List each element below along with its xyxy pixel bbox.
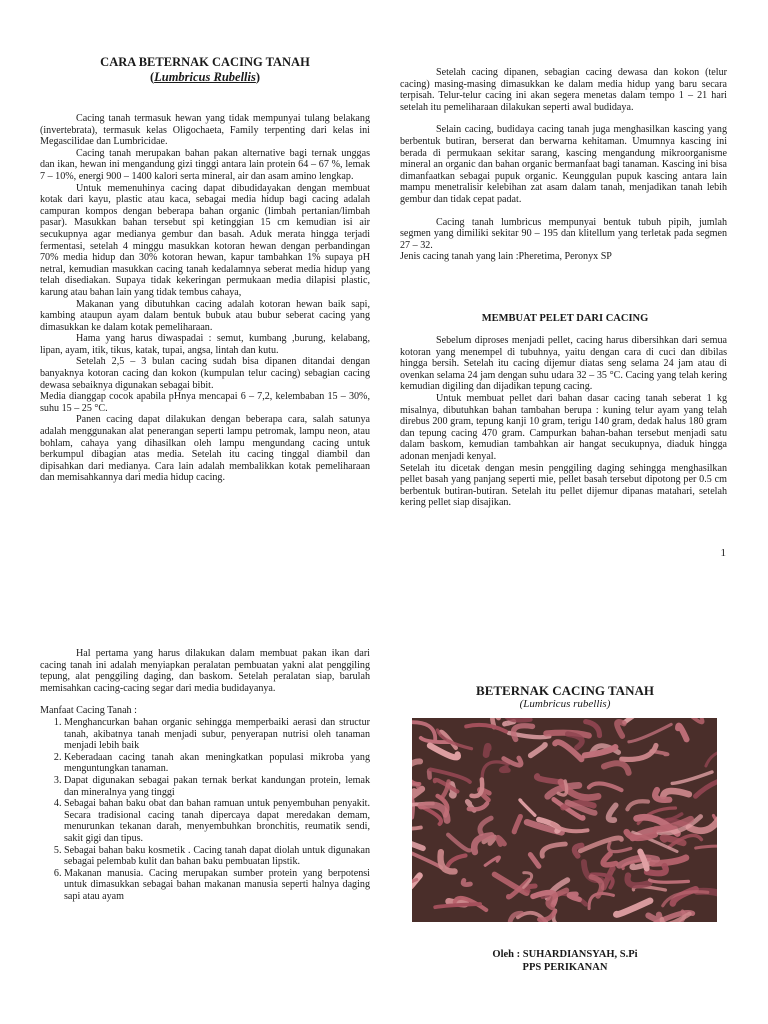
section-heading: MEMBUAT PELET DARI CACING (481, 313, 649, 324)
earthworm-image (412, 718, 717, 922)
cover-subtitle: (Lumbricus rubellis) (519, 698, 611, 710)
earthworm-photo (412, 718, 717, 922)
affiliation: PPS PERIKANAN (522, 962, 608, 973)
paragraph: Selain cacing, budidaya cacing tanah juga menghasilkan kascing yang berbentuk butiran, berserat dan berwarna kehitaman. Umumnya kascing ini berada di permukaan sekitar sarang, kascing mengandung mikroorganisme mineral an organic dan bahan organic bermanfaat bagi tanaman. Kascing ini bisa dimanfaatkan sebagai pupuk organic. Keunggulan pupuk kascing antara lain mampu menetralisir kelebihan zat asam dalam tanah, menjadikan tanah lebih gembur dan tidak cepat padat. (400, 124, 727, 205)
paragraph: Panen cacing dapat dilakukan dengan beberapa cara, salah satunya adalah menggunakan alat penerangan seperti lampu petromak, lampu neon, atau bohlam, cahaya yang dihasilkan oleh lampu mengundang cacing untuk berkumpul dibagian atas media. Setelah itu cacing tinggal diambil dan dipisahkan dari medianya. Cara lain adalah membalikkan kotak pemeliharaan dan memisahkannya dari media hidup cacing. (40, 414, 370, 484)
paragraph: Jenis cacing tanah yang lain :Pheretima, Peronyx SP (400, 251, 612, 263)
benefit-list (40, 717, 370, 903)
author-name: Oleh : SUHARDIANSYAH, S.Pi (492, 949, 638, 960)
list-item: 2. Keberadaan cacing tanah akan meningkatkan populasi mikroba yang menguntungkan tanaman. (64, 752, 370, 775)
main-subtitle: (Lumbricus Rubellis) (149, 70, 261, 84)
pelet-section (400, 335, 727, 509)
left-column (40, 113, 370, 484)
paragraph: Setelah itu dicetak dengan mesin penggiling daging sehingga menghasilkan pellet basah yang panjang seperti mie, pellet basah tersebut dipotong per 0.5 cm berbentuk butiran-butiran. Setelah itu pellet dijemur dipanas matahari, setelah kering pellet siap disajikan. (400, 462, 727, 509)
list-item: 4. Sebagai bahan baku obat dan bahan ramuan untuk penyembuhan penyakit. Secara tradisional cacing tanah dipercaya dapat meredakan demam, menurunkan tekanan darah, menyembuhkan bronchitis, reumatik sendi, sakit gigi dan tipus. (64, 798, 370, 844)
list-item: 3. Dapat digunakan sebagai pakan ternak berkat kandungan protein, lemak dan mineralnya yang tinggi (64, 775, 370, 798)
main-title: CARA BETERNAK CACING TANAH (100, 55, 310, 69)
author-credit (400, 948, 730, 974)
right-column (400, 67, 727, 263)
list-item: 6. Makanan manusia. Cacing merupakan sumber protein yang berpotensi untuk dimasukkan sebagai bahan makanan manusia seperti halnya daging sapi atau ayam (64, 868, 370, 903)
paragraph: Cacing tanah merupakan bahan pakan alternative bagi ternak unggas dan ikan, hewan ini mengandung gizi tinggi antara lain protein 64 – 67 %, lemak 7 – 10%, energi 900 – 1400 kalori serta mineral, air dan asam amino lengkap. (40, 147, 370, 182)
paragraph: Cacing tanah lumbricus mempunyai bentuk tubuh pipih, jumlah segmen yang dimiliki sekitar 90 – 195 dan klitellum yang terletak pada segmen 27 – 32. (400, 216, 727, 251)
paragraph: Untuk memenuhinya cacing dapat dibudidayakan dengan membuat kotak dari kayu, plastic atau kaca, sebagai media hidup bagi cacing adalah campuran kompos dengan beberapa bahan organic (limbah pertanian/limbah pasar). Masukkan bahan tersebut spi ketinggian 15 cm kemudian isi air secukupnya agar medianya gembur dan basah. Aduk merata hingga terjadi fermentasi, setelah 4 minggu masukkan kotoran hewan dengan perbandingan 70% media hidup dan 30% kotoran hewan, kapur tambahkan 1% supaya pH netral, kemudian masukkan cacing tanah kedalamnya seberat media hidup yang telah disediakan. Supaya tidak kekeringan permukaan media dilapisi plastic, karung atau bahan lain yang tidak tembus cahaya, (40, 182, 370, 298)
paragraph: Media dianggap cocok apabila pHnya mencapai 6 – 7,2, kelembaban 15 – 30%, suhu 15 – 25 °C. (40, 391, 370, 414)
list-item: 1. Menghancurkan bahan organic sehingga memperbaiki aerasi dan structur tanah, akibatnya tanah menjadi subur, penyerapan nutrisi oleh tanaman menjadi lebih baik (64, 717, 370, 752)
paragraph: Untuk membuat pellet dari bahan dasar cacing tanah seberat 1 kg misalnya, dibutuhkan bahan tambahan berupa : kuning telur ayam yang telah direbus 200 gram, tepung kanji 10 gram, terigu 140 gram, dedak halus 180 gram dan tepung cacing 470 gram. Campurkan bahan-bahan tersebut menjadi satu dalam baskom, kemudian tambahkan air hangat secukupnya, diaduk hingga adonan menjadi kenyal. (400, 392, 727, 462)
paragraph: Sebelum diproses menjadi pellet, cacing harus dibersihkan dari semua kotoran yang menempel di tubuhnya, yaitu dengan cara di cuci dan dibilas hingga bersih. Setelah itu cacing dijemur diatas seng selama 24 jam atau di ovenkan selama 24 jam dengan suhu udara 32 – 35 °C. Cacing yang telah kering kemudian digiling dan dijadikan tepung cacing. (400, 335, 727, 393)
paragraph: Cacing tanah termasuk hewan yang tidak mempunyai tulang belakang (invertebrata), termasuk kelas Oligochaeta, Family terpenting dari kelas ini Megascilidae dan Lumbricidae. (40, 113, 370, 148)
paragraph: Setelah cacing dipanen, sebagian cacing dewasa dan kokon (telur cacing) masing-masing dimasukkan ke dalam media hidup yang baru secara terpisah. Telur-telur cacing ini akan segera menetas dalam tempo 1 – 21 hari setelah itu pemeliharaan dilakukan seperti awal budidaya. (400, 67, 727, 113)
list-heading: Manfaat Cacing Tanah : (40, 705, 137, 717)
paragraph: Hal pertama yang harus dilakukan dalam membuat pakan ikan dari cacing tanah ini adalah menyiapkan peralatan pembuatan yakni alat penggiling tepung, alat penggiling daging, dan baskom. Setelah peralatan siap, barulah memisahkan cacing-cacing segar dari media budidayanya. (40, 648, 370, 694)
cover-title: BETERNAK CACING TANAH (476, 683, 654, 698)
paragraph: Hama yang harus diwaspadai : semut, kumbang ,burung, kelabang, lipan, ayam, itik, tikus, katak, tupai, angsa, lintah dan kutu. (40, 333, 370, 356)
subtitle-latin: Lumbricus Rubellis (154, 70, 256, 84)
paragraph: Setelah 2,5 – 3 bulan cacing sudah bisa dipanen ditandai dengan banyaknya kotoran cacing dan kokon (kumpulan telur cacing) sebagian cacing dewasa sebaiknya digunakan sebagai bibit. (40, 356, 370, 391)
bottom-left-column (40, 648, 370, 902)
list-item: 5. Sebagai bahan baku kosmetik . Cacing tanah dapat diolah untuk digunakan sebagai pelembab kulit dan bahan baku pembuatan lipstik. (64, 845, 370, 868)
paragraph: Makanan yang dibutuhkan cacing adalah kotoran hewan baik sapi, kambing ataupun ayam dalam bentuk bubuk atau bubur seberat cacing yang dimasukkan ke dalam kotak pemeliharaan. (40, 298, 370, 333)
page-number: 1 (720, 547, 726, 559)
